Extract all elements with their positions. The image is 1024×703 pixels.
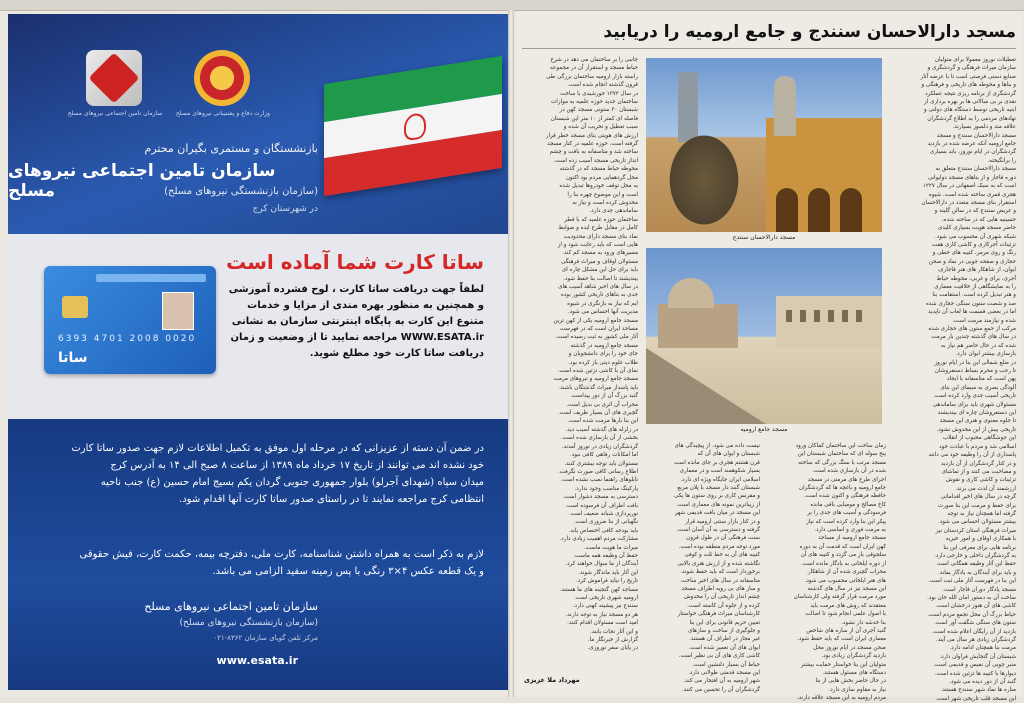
article-line: آجری، برای و غربی، محوطه حیاط (936, 275, 1016, 282)
article-line: این دستفروشان چاره ای بیندیشند (937, 410, 1016, 417)
article-line: و بناها و محوطه های تاریخی و فرهنگی و (921, 82, 1016, 89)
article-line: تزئینات آجرکاری و کاشی کاری هفت (931, 241, 1016, 248)
article-line: گردشگری از برنامه ریزی نتیجه عملکرد (925, 90, 1016, 97)
article-line: اسلامی شد و مردم با عبادت خود (939, 443, 1016, 450)
article-line: ایوان، از شاهکار های هنر قاجاری، (937, 267, 1016, 274)
article-line: باید بودجه کافی اختصاص یابد. (568, 527, 638, 534)
article-line: ساختمان حوزه علمیه که با قطر (564, 216, 638, 223)
article-line: جای خود را برای دانشجویان و (568, 351, 638, 358)
article-line: این آثار باید ماندگار شوند. (578, 569, 638, 576)
article-line: آیندگان از ما سوال خواهند کرد. (565, 561, 638, 568)
card-number: 6393 4701 2008 0020 (58, 334, 197, 344)
article-line: حیاط مسجد و استقرار آن در مجموعه (550, 65, 638, 72)
article-column-4 (520, 56, 638, 692)
article-line: میراث ما هویت ماست. (583, 544, 638, 551)
article-line: صحن مسجد در ایام نوروز محل (813, 644, 886, 651)
article-line: در سال های گذشته چندین بار مرمت (931, 334, 1016, 341)
article-line: و عریض سنندج که در سالن گلبند و (934, 208, 1016, 215)
article-line: تا جلوه معنوی و هنری این مسجد (939, 418, 1016, 425)
article-line: جدی به بناهای تاریخی کشور بوده (560, 292, 638, 299)
article-line: و باید برای آیندگان به یادگار بماند. (937, 569, 1016, 576)
article-line: کرده و از جلوه آن کاسته است. (687, 602, 760, 609)
article-line: نگاشته شده و از ارزش هنری بالایی (677, 560, 760, 567)
logo-left-caption: سازمان تامین اجتماعی نیروهای مسلح (67, 110, 163, 117)
article-line: پارکینگ مناسب وجود ندارد. (574, 485, 638, 492)
signature-org: سازمان تامین اجتماعی نیروهای مسلح (144, 600, 318, 613)
ad-header-panel (8, 14, 508, 234)
article-line: گرچه در سال های اخیر اقداماتی (940, 494, 1016, 501)
article-line: و جلوگیری از ساخت و سازهای (687, 627, 760, 634)
article-line: بازسازی بیشتر ایوان دارد. (955, 351, 1016, 358)
article-line: مسئولان اوقاف و میراث فرهنگی (561, 258, 638, 265)
ad-notice: در ضمن آن دسته از عزیزانی که در مرحله اول موفق به تکمیل اطلاعات لازم جهت صدور ساتا کارت خود نشده اند می توانند از تاریخ ۱۷ خرداد ماه ۱۳۸۹ از ساعت ۸ صبح الی ۱۴ به آدرس کرج میدان سپاه (شهدای آجرلو) بلوار جمهوری جنوبی گردان یکم بسیج امام حسین (ع) جنب ناحیه انتظامی کرج مراجعه نمایند تا در راستای صدور ساتا کارت آنها اقدام شود. (71, 443, 484, 505)
article-line: اما امکانات رفاهی کافی نبود. (569, 452, 638, 459)
photo1-caption: مسجد دارالاحسان سنندج (732, 234, 796, 241)
article-line: هایی است که باید رعایت شود و از (557, 241, 638, 248)
article-line: پاسداری از آن را وظیفه خود می دانند (928, 452, 1016, 459)
article-line: گنبد آجری آن از سازه های شاخص (806, 627, 886, 634)
article-line: در سال ۱۳۷۲ خورشیدی با ساخت (560, 90, 638, 97)
article-author: مهرداد ملا عزیزی (524, 676, 580, 684)
article-line: است که به سبک اصفهانی در سال ۱۲۲۷ (922, 183, 1016, 190)
article-line: برخوردار است که باید حفظ شوند. (680, 569, 760, 576)
article-line: جامع ارومیه و باغچه ها که گردشگران (798, 485, 886, 492)
card-brand: ساتا (58, 350, 88, 366)
article-line: محراب آن اثری بی بدیل است. (566, 401, 638, 408)
article-line: باید برای حل این مشکل چاره ای (561, 267, 638, 274)
article-line: سبب تعطیل و تخریب آن شده و (563, 124, 638, 131)
article-line: ارزش های هویتی بنای مسجد خطر قرار (545, 132, 638, 139)
article-line: مدیریت آنها احساس می شود. (567, 309, 638, 316)
article-line: این مسجد در میان بافت قدیمی شهر (674, 510, 760, 517)
article-line: مسیرهای ورود به مسجد کم کند. (562, 250, 638, 257)
article-line: نهادهای مردمی را به اطلاع گردشگران (927, 115, 1016, 122)
article-line: مسجد جامع ارومیه یکی از کهن ترین (553, 317, 638, 324)
article-line: ایوان های آن تعمیر شده است. (688, 644, 760, 651)
article-line: این مسجد قدمتی طولانی دارد. (688, 669, 760, 676)
article-line: مسجد جامع ارومیه و نیروهای مرمت (553, 376, 638, 383)
signature-contact: مرکز تلفن گویای سازمان ۸۳۶۲-۰۲۱ (213, 634, 318, 642)
article-line: کتیبه های آن به خط ثلث و کوفی (684, 552, 760, 559)
article-line: و این آثار نجات یابند. (589, 628, 638, 635)
article-line: هجری قمری ساخته شده است. شیوه (928, 191, 1016, 198)
article-line: نماد بنای مسجد دارای محدودیت (563, 233, 638, 240)
article-line: سنت فرهنگی آن در طول قرون (686, 535, 760, 542)
article-line: حسینیه هایی که در ساخته شده، (941, 216, 1016, 223)
article-line: اجرای طرح های مرمتی در مسجد (807, 476, 886, 483)
article-line: مردم ارومیه به این مسجد علاقه دارند. (796, 695, 886, 702)
article-line: بسیار شکوهمند است و در معماری (679, 468, 760, 475)
article-line: نیست داده می شود. از پیچیدگی های (674, 443, 760, 449)
article-line: تابلوهای راهنما نصب نشده است. (560, 477, 638, 484)
article-line: ستون های سنگی شگفت آور است. (934, 620, 1016, 627)
article-line: تاریخ را نباید فراموش کرد. (576, 578, 638, 585)
article-line: مرکب از جمع ستون های حجاری شده (928, 326, 1016, 332)
article-line: غیر مجاز در اطراف آن هستند. (689, 636, 760, 643)
article-line: است و این موضوع چهره بنا را (567, 191, 638, 198)
article-line: مسئولان شهری باید برای ساماندهی (932, 401, 1016, 408)
article-line: مسجد جامع ارومیه از مساجد (818, 535, 886, 542)
article-line: گرفته اما همچنان نیاز به توجه (947, 510, 1016, 517)
article-line: دوره قاجار و از بناهای مسجد دوایوانی (927, 174, 1016, 181)
article-line: مناره ها نماد شهر سنندج هستند. (940, 687, 1016, 694)
article-line: برای حفظ و مرمت این بنا صورت (937, 502, 1016, 509)
article-line: و در کنار گردشگران از آن بازدید (941, 460, 1016, 467)
article-line: را برانگیخته. (987, 157, 1016, 164)
article-line: این بنا بارها مرمت شده است. (567, 418, 638, 425)
article-line: صد و شصت ستون سنگی حجاری شده (926, 300, 1016, 307)
article-line: مرمت بنا همچنان ادامه دارد. (949, 645, 1016, 652)
article-line: مساجد ایران است که در فهرست (560, 326, 638, 332)
article-line: تا رجب و محرم بساط دستفروشان (934, 368, 1016, 375)
article-line: و مصاحبت می کنند و از تماشای (941, 468, 1016, 475)
article-column-3 (640, 442, 760, 692)
article-line: گردشگران آن را تحسین می کنند. (681, 686, 760, 693)
article-line: پیکر این بنا وارد کرده است که نیاز (806, 518, 886, 525)
article-line: ایم که نیاز به بازنگری در شیوه (567, 300, 638, 307)
article-line: تاریخی آسیب جدی وارد کرده است. (932, 393, 1016, 400)
article-line: علاقه مند و دلسوز بسپارند. (952, 124, 1016, 131)
article-line: راسته بازار ارومیه ساختمان بزرگی طی (546, 73, 638, 80)
article-line: کاشی کاری های آن بی نظیر است. (678, 653, 760, 660)
article-line: را به نمایشگاهی از خلاقیت معماری (934, 283, 1016, 290)
article-line: و مقرنس کاری بر روی ستون ها یکی (674, 493, 760, 500)
article-line: پنج سوله ای که ساختمان شبستان این (797, 451, 886, 458)
article-line: چشم انداز تاریخی آن را مخدوش (683, 594, 760, 601)
article-line: در ضلع شمالی این بنا در ایام نوروز (934, 359, 1016, 366)
article-line: حیاط آن بسیار دلنشین است. (692, 661, 760, 668)
article-line: و در کنار بازار سنتی ارومیه قرار (685, 518, 760, 525)
article-line: فاصله ای کمتر از ۱۰ متر این شبستان (550, 115, 638, 122)
photo2-caption: مسجد جامع ارومیه (740, 426, 788, 433)
article-line: گچبری های آن بسیار ظریف است. (557, 410, 638, 417)
article-line: میراث فرهنگی استان کردستان نیز (935, 527, 1016, 534)
article-line: ساختمان جدید حوزه علمیه به موازات (551, 99, 638, 106)
article-line: قرن هشتم هجری بر جای مانده است (674, 459, 760, 466)
article-line: کاخ مصالح و مومیایی باقی مانده (810, 501, 886, 508)
article-line: های هنر ایلخانی محسوب می شود. (804, 577, 886, 584)
article-line: تعیین حریم قانونی برای این بنا (689, 619, 760, 626)
article-line: این جوشگاهی محبوب از انقلاب (942, 435, 1016, 442)
article-line: شده در آن بازسازی شده است. (812, 468, 886, 475)
article-line: ارومیه شهری تاریخی است. (573, 595, 638, 601)
article-line: گردشگران زیادی در نوروز آمدند. (561, 443, 638, 450)
article-line: به محل توقف خودروها تبدیل شده (559, 183, 638, 190)
article-line: امید است مسئولان اقدام کنند. (567, 620, 638, 627)
article-line: متاسفانه در سال های اخیر ساخت (681, 577, 760, 584)
article-line: صنایع دستی فرصتی است تا با عرضه آثار (920, 73, 1016, 80)
article-line: شبستان و ایوان های آن که (697, 451, 760, 458)
article-line: استقرار بنای مسجد متعدد در دارالاحسان (921, 199, 1016, 206)
article-line: جامع ارومیه آنکه عرضه شده در بازدید (927, 141, 1016, 148)
article-line: مسجد دارالاحسان سنندج متعلق به (935, 166, 1016, 173)
article-line: هر دو مسجد نیاز به توجه دارند. (565, 611, 638, 618)
article-line: سازمان میراث فرهنگی و گردشگری و (927, 65, 1016, 72)
article-line: قرون گذشته انجام شده است. (567, 82, 638, 89)
article-line: باید پاسدار میراث گذشتگان باشند. (558, 384, 638, 391)
article-line: شهر ارومیه به آن افتخار می کند. (683, 678, 760, 685)
article-line: کارشناسان میراث فرهنگی خواستار (677, 611, 760, 618)
article-line: شده و نیازمند مرمت است. (952, 317, 1016, 324)
article-line: حفظ این آثار وظیفه همگانی است (937, 561, 1016, 568)
article-line: در پایان سفر نوروزی. (587, 645, 638, 652)
article-line: گزارش از خبرنگار ما. (587, 637, 638, 644)
article-line: گردشگران در ایام نوروز، باید بسیاری (929, 149, 1016, 156)
article-line: در زلزله های گذشته آسیب دید. (565, 426, 638, 433)
article-line: شده که در حال حاضر هم نیاز به (941, 342, 1016, 349)
article-line: گرفته است. حوزه علمیه در کنار مسجد (547, 141, 638, 148)
article-line: زمان ساخت این ساختمان کماکان ورود (795, 443, 886, 449)
article-line: اسلامی ایران جایگاه ویژه ای دارد. (680, 476, 760, 483)
article-line: گنبد بزرگ آن از دور پیداست. (570, 393, 638, 400)
article-line: گردشگران زیادی هر سال می آیند. (935, 637, 1016, 644)
article-line: بخشی از آن بازسازی شده است. (560, 435, 638, 442)
article-line: ساماندهی جدی دارد. (589, 208, 638, 215)
signature-sub: (سازمان بازنشستگی نیروهای مسلح) (179, 618, 318, 628)
website-link: www.esata.ir (216, 654, 298, 667)
article-line: بنا خدشه دار نشود. (841, 619, 886, 626)
article-line: آثار ملی کشور به ثبت رسیده است. (555, 334, 638, 341)
article-line: و هنر تبدیل کرده است. استقامت بنا (932, 292, 1016, 299)
article-column-2 (768, 442, 886, 702)
article-line: به مرمت فوری و اساسی دارد. (814, 527, 886, 534)
article-line: تزئینات و کاشی کاری و نقوش (945, 477, 1016, 484)
article-line: اطلاع رسانی کافی صورت نگرفت. (557, 468, 638, 475)
sata-title: ساتا کارت شما آماده است (226, 250, 484, 274)
article-line: از زیباترین نمونه های معماری است. (676, 501, 760, 508)
ad-notice-requirements: لازم به ذکر است به همراه داشتن شناسنامه، کارت ملی، دفترچه بیمه، حکمت کارت، فیش حقوقی و یک قطعه عکس ۴×۳ رنگی با پس زمینه سفید الزامی می باشد. (79, 549, 484, 577)
article-line: سنندج نیز پیشینه کهنی دارد. (572, 603, 638, 610)
article-line: ساخته شد و متاسفانه به بافت و چشم (549, 149, 638, 156)
photo-urmia-jame-mosque (646, 248, 882, 424)
article-line: از دوره ایلخانی به یادگار مانده است. (800, 560, 886, 567)
page-gutter (508, 10, 514, 697)
article-column-1 (892, 56, 1016, 702)
ad-heading-line2: سازمان تامین اجتماعی نیروهای مسلح (8, 161, 276, 201)
article-line: منبر چوبی آن نفیس و قدیمی است. (933, 662, 1016, 669)
article-line: مساجد کهن گنجینه های ما هستند. (559, 586, 638, 593)
ad-heading-line1: بازنشستگان و مستمری بگیران محترم (144, 142, 318, 155)
article-line: مورد مرمت قرار گرفته ولی کارشناسان (793, 594, 886, 601)
article-line: این مسجد قلب تاریخی شهر است. (935, 695, 1016, 702)
article-line: نورپردازی شبانه ضعیف است. (568, 510, 638, 517)
article-line: و ساز های بی رویه اطراف مسجد (681, 585, 760, 592)
article-line: دستگاه های مسئول هستند. (822, 669, 886, 676)
article-line: انداز تاریخی مسجد آسیب زده است. (553, 157, 638, 164)
article-line: شبستان آن گنجایش فراوان دارد. (939, 653, 1016, 660)
article-line: پهن است که متاسفانه با ایجاد (946, 376, 1016, 383)
article-line: محل گردهمایی مردم بود اکنون (565, 174, 638, 181)
article-line: دسترسی به مسجد دشوار است. (562, 494, 638, 501)
article-line: آلودگی بصری به سیمای این بنای (940, 384, 1016, 391)
card-chip-icon (62, 296, 88, 318)
article-line: نقدی بر بی مبالاتی ها بر بهره برداری از (923, 99, 1016, 106)
article-line: این بنا در فهرست آثار ملی ثبت است. (928, 578, 1016, 585)
article-line: مسجد یادگار دوران قاجار است. (942, 586, 1016, 593)
article-line: ارزشمند آن لذت می برند. (955, 485, 1016, 492)
ad-heading-line3: (سازمان بازنشستگی نیروهای مسلح) (164, 186, 318, 197)
article-line: جانبی را بر ساختمان می دهد در شرح (550, 57, 638, 63)
headline-rule (522, 48, 1016, 49)
tamin-logo-icon (86, 50, 142, 106)
article-line: مسجد دارالاحسان سنندج و مسجد (936, 132, 1016, 139)
article-line: با اصول علمی انجام شود تا اصالت (805, 611, 886, 618)
article-line: نگهبانی از بنا ضروری است. (573, 519, 638, 526)
card-photo (162, 292, 194, 330)
article-line: حجاری و صفحه جوبی در نماد و صحن (928, 258, 1016, 265)
article-line: حفظ آن وظیفه همه ماست. (573, 552, 638, 559)
article-line: دیوارها با کتیبه ها تزئین شده است. (934, 670, 1016, 677)
article-line: شبکه شهری آن محسوب می شود. (934, 233, 1016, 240)
article-line: نیاز به مقاوم سازی دارد. (828, 686, 886, 693)
article-line: در حال حاضر بخش هایی از بنا (815, 678, 886, 685)
article-line: کاشی های آن هنوز درخشان است. (935, 603, 1016, 610)
article-line: محراب گچبری شده آن از شاهکار (807, 569, 886, 576)
article-line: فرسودگی و آسیب های جدی را بر (807, 510, 886, 517)
logo-right-caption: وزارت دفاع و پشتیبانی نیروهای مسلح (175, 110, 271, 117)
article-line: مسجد جامع ارومیه در گذشته (570, 342, 638, 349)
article-line: اما در بعضی قسمت ها لعاب آن ناپدید (928, 309, 1016, 316)
article-headline: مسجد دارالاحسان سنندج و جامع ارومیه را دریابید (603, 22, 1016, 42)
article-line: مسئولان باید توجه بیشتری کنند. (564, 460, 638, 467)
article-line: با همکاری اوقاف و امور خیریه (945, 536, 1016, 543)
sata-body: لطفاً جهت دریافت ساتا کارت ، لوح فشرده آموزشی و همچنین به منظور بهره مندی از مزایا و خدمات متنوع این کارت به پایگاه اینترنتی سازمان به نشانی WWW.ESATA.ir مراجعه نمایید تا از وضعیت و زمان دریافت ساتا کارت خود مطلع شوید. (228, 284, 484, 359)
article-line: مشارکت مردم اهمیت زیادی دارد. (559, 536, 638, 543)
article-line: معماری ایران است که باید حفظ شود. (797, 636, 886, 643)
article-line: ساخت آن به دستور امان الله خان بود. (927, 595, 1016, 601)
article-line: برنامه هایی برای معرفی این بنا (943, 544, 1016, 551)
article-line: به گردشگران داخلی و خارجی دارد. (934, 552, 1016, 559)
article-line: شبستان گنبد دار مسجد با پلان مربع (677, 485, 760, 492)
article-line: در سال های اخیر شاهد آسیب های (558, 283, 638, 290)
photo-darolehsan-mosque (646, 58, 882, 232)
article-line: تاریخی بیش از این مخدوش نشود. (936, 426, 1016, 433)
defense-ministry-emblem-icon (194, 50, 250, 106)
article-line: بیندیشند تا اصالت بنا حفظ شود. (563, 275, 638, 282)
article-line: مورد توجه مردم منطقه بوده است. (678, 543, 760, 550)
article-line: محوطه حیاط مسجد که در گذشته (559, 166, 638, 173)
article-line: ابنیه تاریخی توسط دستگاه های دولتی و (924, 107, 1016, 114)
article-line: رنگ و روی مرمر، کتیبه های خطی و (932, 250, 1016, 257)
article-line: شبستان ۳۰ ستونی مسجد کهن در (559, 107, 638, 114)
article-line: معتقدند که روش های مرمت باید (810, 602, 886, 609)
article-line: حافظه فرهنگی و اکنون شده است. (803, 493, 886, 500)
sata-card-advertisement (8, 14, 508, 690)
article-line: مخدوش کرده است و نیاز به (572, 199, 638, 206)
mosque-article (516, 12, 1022, 702)
article-line: بازدید گردشگران زیادی بود. (821, 653, 886, 660)
article-line: حاضر مسجد هویت بسیاری کلیدی (937, 225, 1016, 232)
article-line: نمای آن با کاشی تزئین شده است. (557, 368, 638, 375)
article-line: سلجوقی باز می گردد و کتیبه های آن (800, 552, 886, 559)
article-line: بیشتر مسئولان احساس می شود. (937, 519, 1016, 526)
article-line: گنبد آن از دور دیده می شود. (949, 679, 1016, 686)
sata-card-image (44, 266, 216, 374)
article-line: گرفته و دسترسی به آن آسان است. (676, 527, 760, 534)
article-line: متولیان این بنا خواستار حمایت بیشتر (800, 661, 886, 668)
article-line: بازدید از آن رایگان اعلام شده است. (931, 628, 1016, 635)
article-line: تعطیلات نوروز معمولا برای متولیان (934, 57, 1016, 63)
ad-heading-line4: در شهرستان کرج (252, 204, 318, 214)
article-line: حیاط بزرگ آن محل تجمع مردم است. (927, 611, 1016, 618)
iran-flag-icon (324, 56, 502, 196)
article-line: طلاب علوم دینی باز کرده بود. (568, 359, 638, 366)
article-line: مسجد مرتب با سنگ بزرگی که ساخته (798, 459, 886, 466)
article-line: کامل در مقابل طرح ایده و ضوابط (558, 225, 638, 232)
article-line: این مسجد نیز در سال های گذشته (807, 585, 886, 592)
article-line: بافت اطراف آن فرسوده است. (565, 502, 638, 509)
article-line: کهن ایران است که قدمت آن به دوره (799, 543, 886, 550)
